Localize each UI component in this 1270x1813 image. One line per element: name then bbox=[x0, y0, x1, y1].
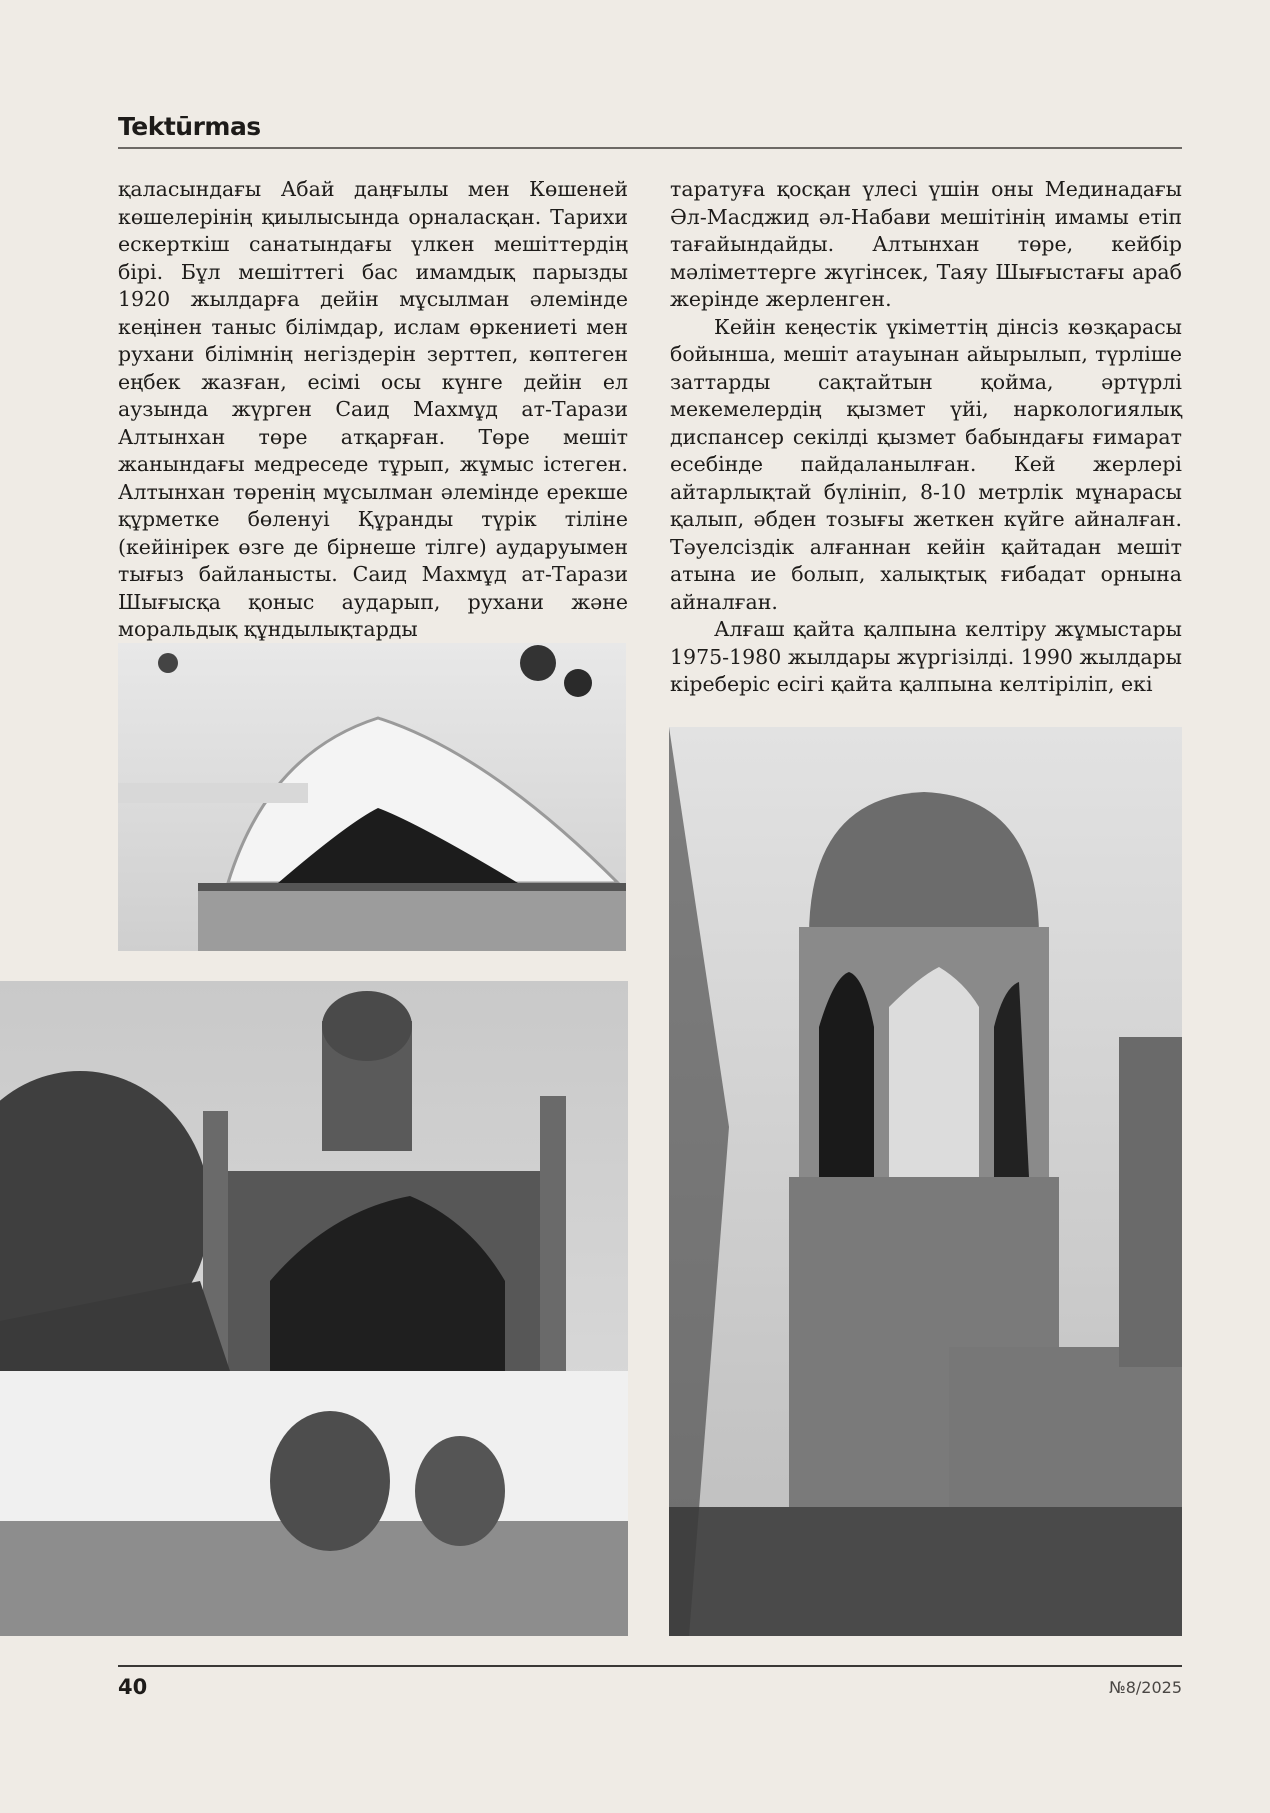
magazine-logo: Tektūrmas bbox=[118, 112, 261, 141]
photo-arched-portal bbox=[118, 643, 626, 951]
right-text-column bbox=[670, 176, 1182, 699]
paragraph: Кейін кеңестік үкіметтің дінсіз көзқарасы бойынша, мешіт атауынан айырылып, түрліше заттарды сақтайтын қойма, әртүрлі мекемелердің қызмет үйі, наркологиялық диспансер секілді қызмет бабындағы ғимарат есебінде пайдаланылған. Кей жерлері айтарлықтай бүлініп, 8-10 метрлік мұнарасы қалып, әбден тозығы жеткен күйге айналған. Тәуелсіздік алғаннан кейін қайтадан мешіт атына ие болып, халықтық ғибадат орнына айналған. bbox=[670, 314, 1182, 614]
page-number: 40 bbox=[118, 1675, 148, 1699]
photo-minaret bbox=[669, 727, 1182, 1636]
left-text-column bbox=[118, 176, 628, 644]
photo-mosque-facade bbox=[0, 981, 628, 1636]
paragraph: таратуға қосқан үлесі үшін оны Мединадағы Әл-Масджид әл-Набави мешітінің имамы етіп тағайындайды. Алтынхан төре, кейбір мәліметтерге жүгінсек, Таяу Шығыстағы араб жерінде жерленген. bbox=[670, 177, 1182, 311]
issue-number: №8/2025 bbox=[1109, 1678, 1182, 1697]
footer-divider bbox=[118, 1665, 1182, 1667]
header-divider bbox=[118, 147, 1182, 149]
paragraph: қаласындағы Абай даңғылы мен Көшеней көшелерінің қиылысында орналасқан. Тарихи ескерткіш санатындағы үлкен мешіттердің бірі. Бұл мешіттегі бас имамдық парызды 1920 жылдарға дейін мұсылман әлемінде кеңінен таныс білімдар, ислам өркениеті мен рухани білімнің негіздерін зерттеп, көптеген еңбек жазған, есімі осы күнге дейін ел аузында жүрген Саид Махмұд ат-Тарази Алтынхан төре атқарған. Төре мешіт жанындағы медреседе тұрып, жұмыс істеген. Алтынхан төренің мұсылман әлемінде ерекше құрметке бөленуі Құранды түрік тіліне (кейінірек өзге де бірнеше тілге) аударуымен тығыз байланысты. Саид Махмұд ат-Тарази Шығысқа қоныс аударып, рухани және моральдық құндылықтарды bbox=[118, 177, 628, 641]
paragraph: Алғаш қайта қалпына келтіру жұмыстары 1975-1980 жылдары жүргізілді. 1990 жылдары кіреберіс есігі қайта қалпына келтіріліп, екі bbox=[670, 617, 1182, 696]
